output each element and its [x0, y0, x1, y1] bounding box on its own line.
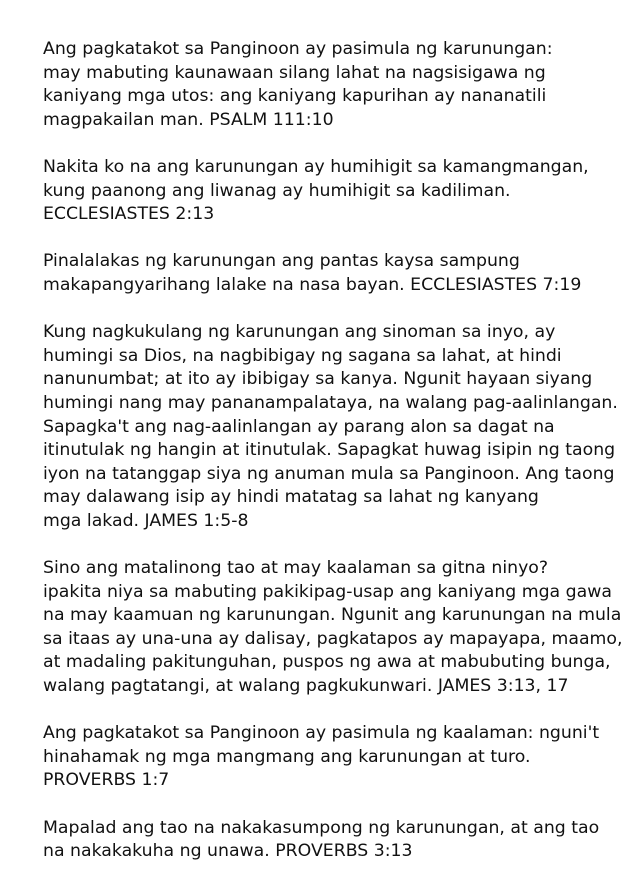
- passage-line: itinutulak ng hangin at itinutulak. Sapagkat huwag isipin ng taong: [43, 440, 616, 461]
- passage-line: nanunumbat; at ito ay ibibigay sa kanya. Ngunit hayaan siyang: [43, 369, 593, 390]
- passage-line: Sapagka't ang nag-aalinlangan ay parang alon sa dagat na: [43, 416, 555, 437]
- passage-line: ECCLESIASTES 2:13: [43, 204, 215, 225]
- passage-line: Sino ang matalinong tao at may kaalaman sa gitna ninyo?: [43, 558, 549, 579]
- passage-james-1-5-8: [43, 321, 618, 533]
- passage-ecclesiastes-2-13: [43, 156, 613, 227]
- passage-line: na nakakakuha ng unawa. PROVERBS 3:13: [43, 841, 413, 862]
- document-page: [43, 38, 623, 887]
- passage-line: Mapalad ang tao na nakakasumpong ng karunungan, at ang tao: [43, 817, 600, 838]
- passage-line: at madaling pakitunguhan, puspos ng awa at mabubuting bunga,: [43, 652, 611, 673]
- passage-line: kaniyang mga utos: ang kaniyang kapurihan ay nananatili: [43, 86, 547, 107]
- passage-line: PROVERBS 1:7: [43, 770, 170, 791]
- passage-line: walang pagtatangi, at walang pagkukunwari. JAMES 3:13, 17: [43, 676, 569, 697]
- passage-line: na may kaamuan ng karunungan. Ngunit ang karunungan na mula: [43, 605, 622, 626]
- passage-proverbs-1-7: [43, 722, 613, 793]
- passage-psalm-111-10: [43, 38, 613, 132]
- passage-line: Kung nagkukulang ng karunungan ang sinoman sa inyo, ay: [43, 322, 556, 343]
- passage-line: kung paanong ang liwanag ay humihigit sa kadiliman.: [43, 180, 511, 201]
- passage-line: magpakailan man. PSALM 111:10: [43, 109, 334, 130]
- passage-line: makapangyarihang lalake na nasa bayan. ECCLESIASTES 7:19: [43, 274, 582, 295]
- passage-line: ipakita niya sa mabuting pakikipag-usap ang kaniyang mga gawa: [43, 581, 612, 602]
- passage-line: sa itaas ay una-una ay dalisay, pagkatapos ay mapayapa, maamo,: [43, 628, 623, 649]
- passage-line: humingi nang may pananampalataya, na walang pag-aalinlangan.: [43, 392, 618, 413]
- passage-line: may dalawang isip ay hindi matatag sa lahat ng kanyang: [43, 487, 539, 508]
- passage-line: may mabuting kaunawaan silang lahat na nagsisigawa ng: [43, 62, 546, 83]
- passage-james-3-13-17: [43, 557, 623, 699]
- passage-line: iyon na tatanggap siya ng anuman mula sa Panginoon. Ang taong: [43, 463, 615, 484]
- passage-line: Pinalalakas ng karunungan ang pantas kaysa sampung: [43, 251, 520, 272]
- passage-line: Ang pagkatakot sa Panginoon ay pasimula ng karunungan:: [43, 39, 553, 59]
- passage-line: Nakita ko na ang karunungan ay humihigit sa kamangmangan,: [43, 156, 589, 177]
- passage-line: Ang pagkatakot sa Panginoon ay pasimula ng kaalaman: nguni't: [43, 723, 600, 744]
- passage-line: mga lakad. JAMES 1:5-8: [43, 510, 249, 531]
- passage-ecclesiastes-7-19: [43, 250, 613, 297]
- passage-line: hinahamak ng mga mangmang ang karunungan at turo.: [43, 746, 531, 767]
- passage-line: humingi sa Dios, na nagbibigay ng sagana sa lahat, at hindi: [43, 345, 562, 366]
